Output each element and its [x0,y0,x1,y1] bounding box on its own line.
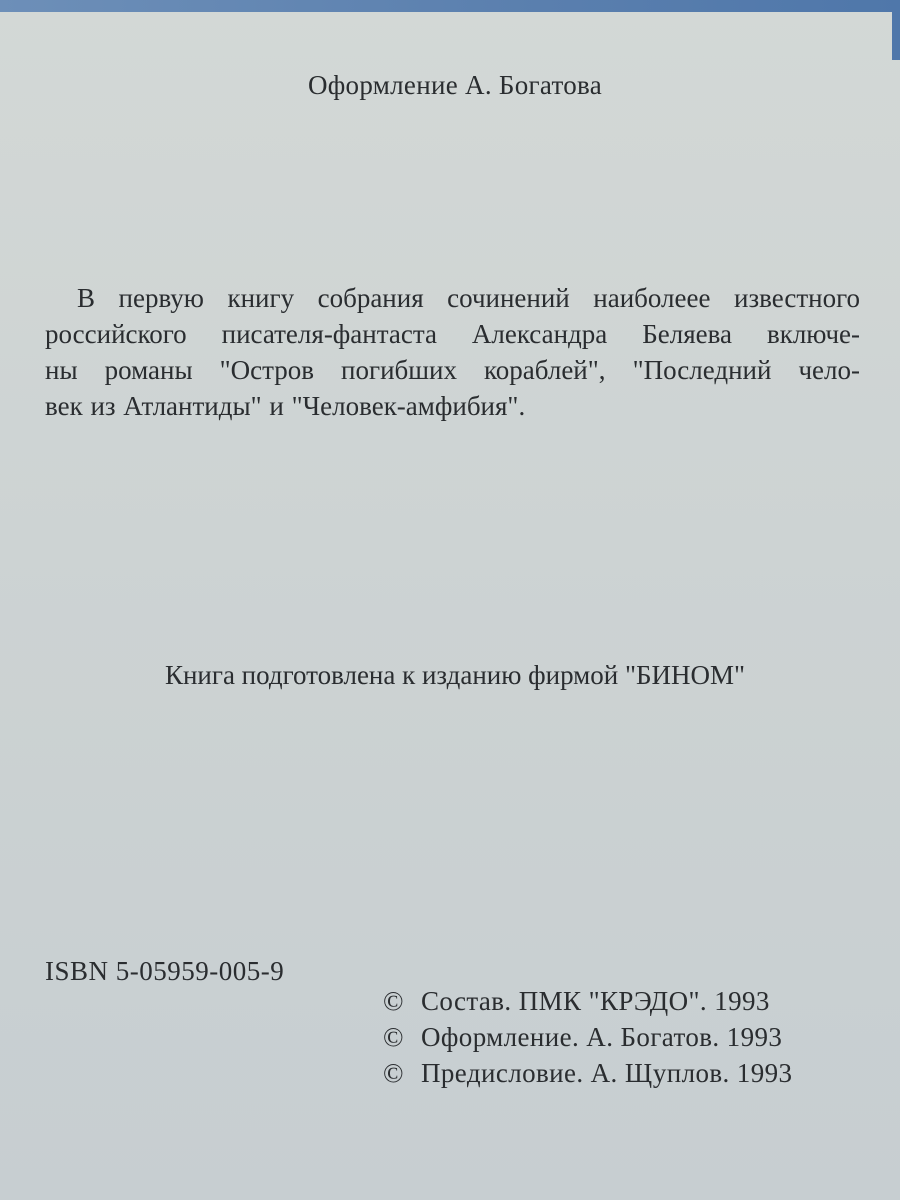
copyright-text: Состав. ПМК "КРЭДО". 1993 [421,986,770,1016]
isbn: ISBN 5-05959-005-9 [45,956,285,986]
cover-edge [0,0,900,12]
copyright-line [383,983,863,1019]
annotation-paragraph [45,280,860,424]
annotation-line: В первую книгу собрания сочинений наиболеее известного [77,283,860,313]
copyright-icon: © [383,986,404,1016]
copyright-text: Предисловие. А. Щуплов. 1993 [421,1058,793,1088]
copyright-line [383,1019,863,1055]
design-credit: Оформление А. Богатова [307,70,603,100]
cover-edge-right [892,0,900,60]
prepared-note: Книга подготовлена к изданию фирмой "БИНОМ" [164,660,746,690]
annotation-line: российского писателя-фантаста Александра Беляева включе- [45,319,860,349]
copyright-icon: © [383,1022,404,1052]
copyright-text: Оформление. А. Богатов. 1993 [421,1022,783,1052]
annotation-line: век из Атлантиды" и "Человек-амфибия". [45,391,526,421]
annotation-line: ны романы "Остров погибших кораблей", "Последний чело- [45,355,860,385]
copyright-block [383,983,863,1091]
copyright-icon: © [383,1058,404,1088]
copyright-line [383,1055,863,1091]
